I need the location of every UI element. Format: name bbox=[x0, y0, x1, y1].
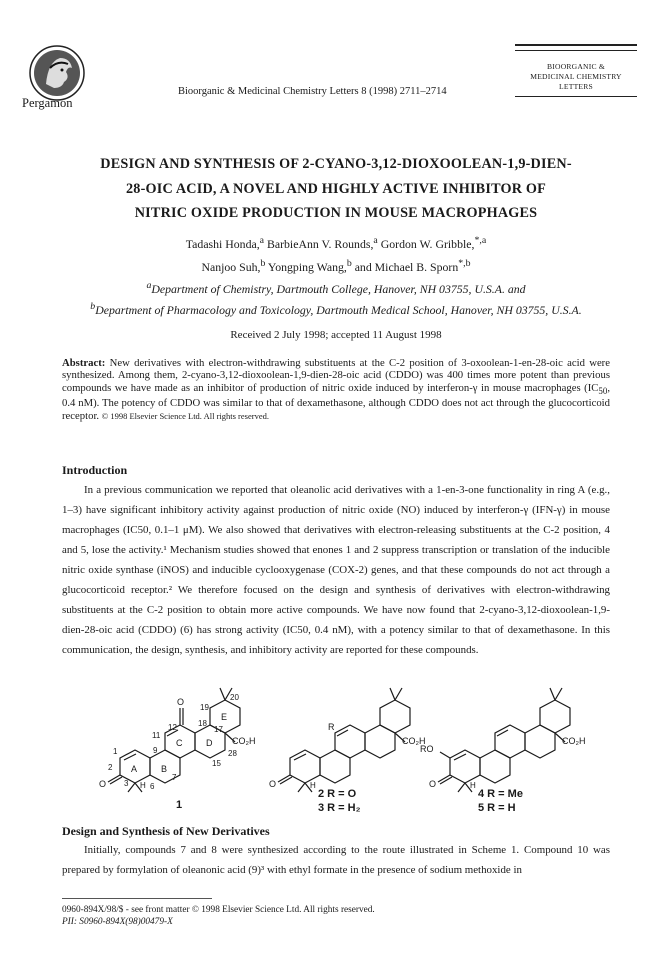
author-name: Tadashi Honda, bbox=[185, 236, 260, 251]
ring-label-e: E bbox=[221, 712, 228, 722]
ro-label: RO bbox=[420, 744, 434, 754]
ring-label-c: C bbox=[176, 738, 183, 748]
affiliation-b bbox=[30, 298, 642, 319]
affiliation-text: Department of Pharmacology and Toxicology, Dartmouth Medical School, Hanover, NH 03755, U.S.A. bbox=[95, 302, 582, 317]
footer bbox=[62, 904, 375, 928]
author-name: BarbieAnn V. Rounds, bbox=[264, 236, 374, 251]
abstract bbox=[62, 357, 610, 422]
author-list bbox=[40, 231, 632, 277]
article-title bbox=[40, 152, 632, 226]
oxygen-label: O bbox=[269, 779, 277, 789]
affiliation-sup: a bbox=[146, 280, 152, 291]
intro-text: In a previous communication we reported that oleanolic acid derivatives with a 1-en-3-one functionality in ring A (e.g., 1–3) have significant inhibitory activity against production of nitric oxide (NO) induced by interferon-γ (IFN-γ) in mouse macrophages (IC50, 0.1–1 μM). We also showed that derivatives with electron-releasing substituents at the C-2 position, 4 and 5, lose the activity.¹ Mechanism studies showed that enones 1 and 2 suppress transcription or translation of the inducible nitric oxide synthase (iNOS) and inducible cyclooxygenase (COX-2) genes, and that these compounds do not act through a glucocorticoid receptor.² We therefore focused on the design and synthesis of derivatives with electron-withdrawing substituents at the C-2 position to obtain more active compounds. We have now found that 2-cyano-3,12-dioxoolean-1,9-dien-28-oic acid (CDDO) (6) has strong activity (IC50, 0.4 nM), with a potency similar to that of dexamethasone. In this communication, the design, synthesis, and inhibitory activity are reported for these compounds. bbox=[62, 484, 610, 656]
acid-label: CO₂H bbox=[402, 736, 426, 746]
design-text: Initially, compounds 7 and 8 were synthesized according to the route illustrated in Scheme 1. Compound 10 was prepared by formylation of oleanonic acid (9)³ with ethyl formate in the presence of sodium methoxide in bbox=[62, 844, 610, 876]
journal-brand-line: LETTERS bbox=[559, 82, 593, 91]
atom-number: 1 bbox=[113, 747, 118, 756]
header-rule-2 bbox=[515, 50, 637, 51]
author-name: and Michael B. Sporn bbox=[351, 259, 459, 274]
author-sup: *,b bbox=[458, 257, 471, 269]
affiliations bbox=[30, 277, 642, 319]
header-rule-top bbox=[515, 44, 637, 46]
footer-rule bbox=[62, 898, 212, 899]
compound-2-label: 2 R = O bbox=[318, 788, 357, 800]
atom-number: 17 bbox=[214, 725, 223, 734]
atom-number: 19 bbox=[200, 703, 209, 712]
intro-heading: Introduction bbox=[62, 463, 128, 477]
journal-brand-line: BIOORGANIC & bbox=[547, 62, 605, 71]
atom-number: 15 bbox=[212, 759, 221, 768]
atom-number: 28 bbox=[228, 749, 237, 758]
abstract-text: New derivatives with electron-withdrawing substituents at the C-2 position of 3-oxoolean-1-en-28-oic acid were synthesized. Among them, 2-cyano-3,12-dioxoolean-1,9-dien-28-oic acid (CDDO) was 400 times more potent than previous compounds we have made as an inhibitor of production of nitric oxide induced by interferon-γ in mouse macrophages (IC bbox=[62, 357, 610, 394]
publisher-logo bbox=[28, 44, 86, 102]
abstract-sub: 50 bbox=[598, 385, 608, 396]
author-name: Nanjoo Suh, bbox=[201, 259, 261, 274]
ring-label-b: B bbox=[161, 764, 168, 774]
compound-4-5-skeleton bbox=[438, 688, 570, 792]
hydrogen-label: H bbox=[310, 781, 316, 790]
author-sup: a bbox=[373, 235, 378, 246]
compound-3-label: 3 R = H₂ bbox=[318, 802, 361, 814]
journal-citation: Bioorganic & Medicinal Chemistry Letters 8 (1998) 2711–2714 bbox=[178, 86, 447, 97]
structures-figure bbox=[0, 680, 672, 815]
atom-number: 11 bbox=[152, 731, 161, 740]
intro-paragraph bbox=[62, 480, 610, 660]
oxygen-label: O bbox=[429, 779, 437, 789]
hydrogen-label: H bbox=[470, 781, 476, 790]
affiliation-sup: b bbox=[90, 300, 96, 312]
atom-number: 2 bbox=[108, 763, 113, 772]
author-line-2 bbox=[40, 254, 632, 277]
affiliation-text: Department of Chemistry, Dartmouth College, Hanover, NH 03755, U.S.A. and bbox=[151, 281, 526, 296]
compound-1-label: 1 bbox=[176, 799, 183, 811]
design-heading: Design and Synthesis of New Derivatives bbox=[62, 824, 270, 838]
atom-number: 20 bbox=[230, 693, 239, 702]
author-sup: b bbox=[346, 257, 352, 269]
hydrogen-label: H bbox=[140, 781, 146, 790]
atom-number: 6 bbox=[150, 782, 155, 791]
acid-label: CO₂H bbox=[232, 736, 256, 746]
acid-label: CO₂H bbox=[562, 736, 586, 746]
abstract-text: , 0.4 nM). The potency of CDDO was similar to that of dexamethasone, although CDDO does not act through the glucocorticoid receptor. bbox=[62, 381, 610, 422]
author-sup: b bbox=[260, 257, 266, 269]
abstract-label: Abstract: bbox=[62, 357, 106, 369]
header-rule-bottom bbox=[515, 96, 637, 97]
received-date: Received 2 July 1998; accepted 11 August 1998 bbox=[230, 329, 442, 341]
title-line: NITRIC OXIDE PRODUCTION IN MOUSE MACROPHAGES bbox=[134, 205, 538, 221]
author-line-1 bbox=[40, 231, 632, 254]
atom-number: 12 bbox=[168, 723, 177, 732]
author-sup: a bbox=[259, 235, 265, 246]
ring-label-a: A bbox=[131, 764, 138, 774]
footer-pii: PII: S0960-894X(98)00479-X bbox=[62, 917, 173, 927]
title-line: DESIGN AND SYNTHESIS OF 2-CYANO-3,12-DIOXOOLEAN-1,9-DIEN- bbox=[100, 156, 572, 172]
journal-brand bbox=[505, 62, 647, 92]
atom-number: 9 bbox=[153, 746, 158, 755]
title-line: 28-OIC ACID, A NOVEL AND HIGHLY ACTIVE INHIBITOR OF bbox=[125, 180, 547, 197]
atom-number: 3 bbox=[124, 779, 129, 788]
author-name: Gordon W. Gribble, bbox=[377, 236, 475, 251]
ring-label-d: D bbox=[206, 738, 213, 748]
abstract-copyright: © 1998 Elsevier Science Ltd. All rights reserved. bbox=[101, 410, 269, 421]
compound-2-3-skeleton bbox=[278, 688, 410, 792]
atom-number: 18 bbox=[198, 719, 207, 728]
compound-5-label: 5 R = H bbox=[478, 802, 516, 814]
journal-brand-line: MEDICINAL CHEMISTRY bbox=[530, 72, 622, 81]
atom-number: 7 bbox=[172, 773, 177, 782]
oxygen-label: O bbox=[99, 779, 107, 789]
design-paragraph bbox=[62, 840, 610, 880]
r-label: R bbox=[328, 722, 335, 732]
author-sup: *,a bbox=[474, 235, 487, 246]
oxygen-label: O bbox=[177, 697, 185, 707]
footer-copyright: 0960-894X/98/$ - see front matter © 1998 Elsevier Science Ltd. All rights reserved. bbox=[62, 905, 375, 915]
publisher-name: Pergamon bbox=[22, 96, 73, 110]
affiliation-a bbox=[30, 277, 642, 298]
compound-4-label: 4 R = Me bbox=[478, 788, 523, 800]
author-name: Yongping Wang, bbox=[265, 259, 347, 274]
